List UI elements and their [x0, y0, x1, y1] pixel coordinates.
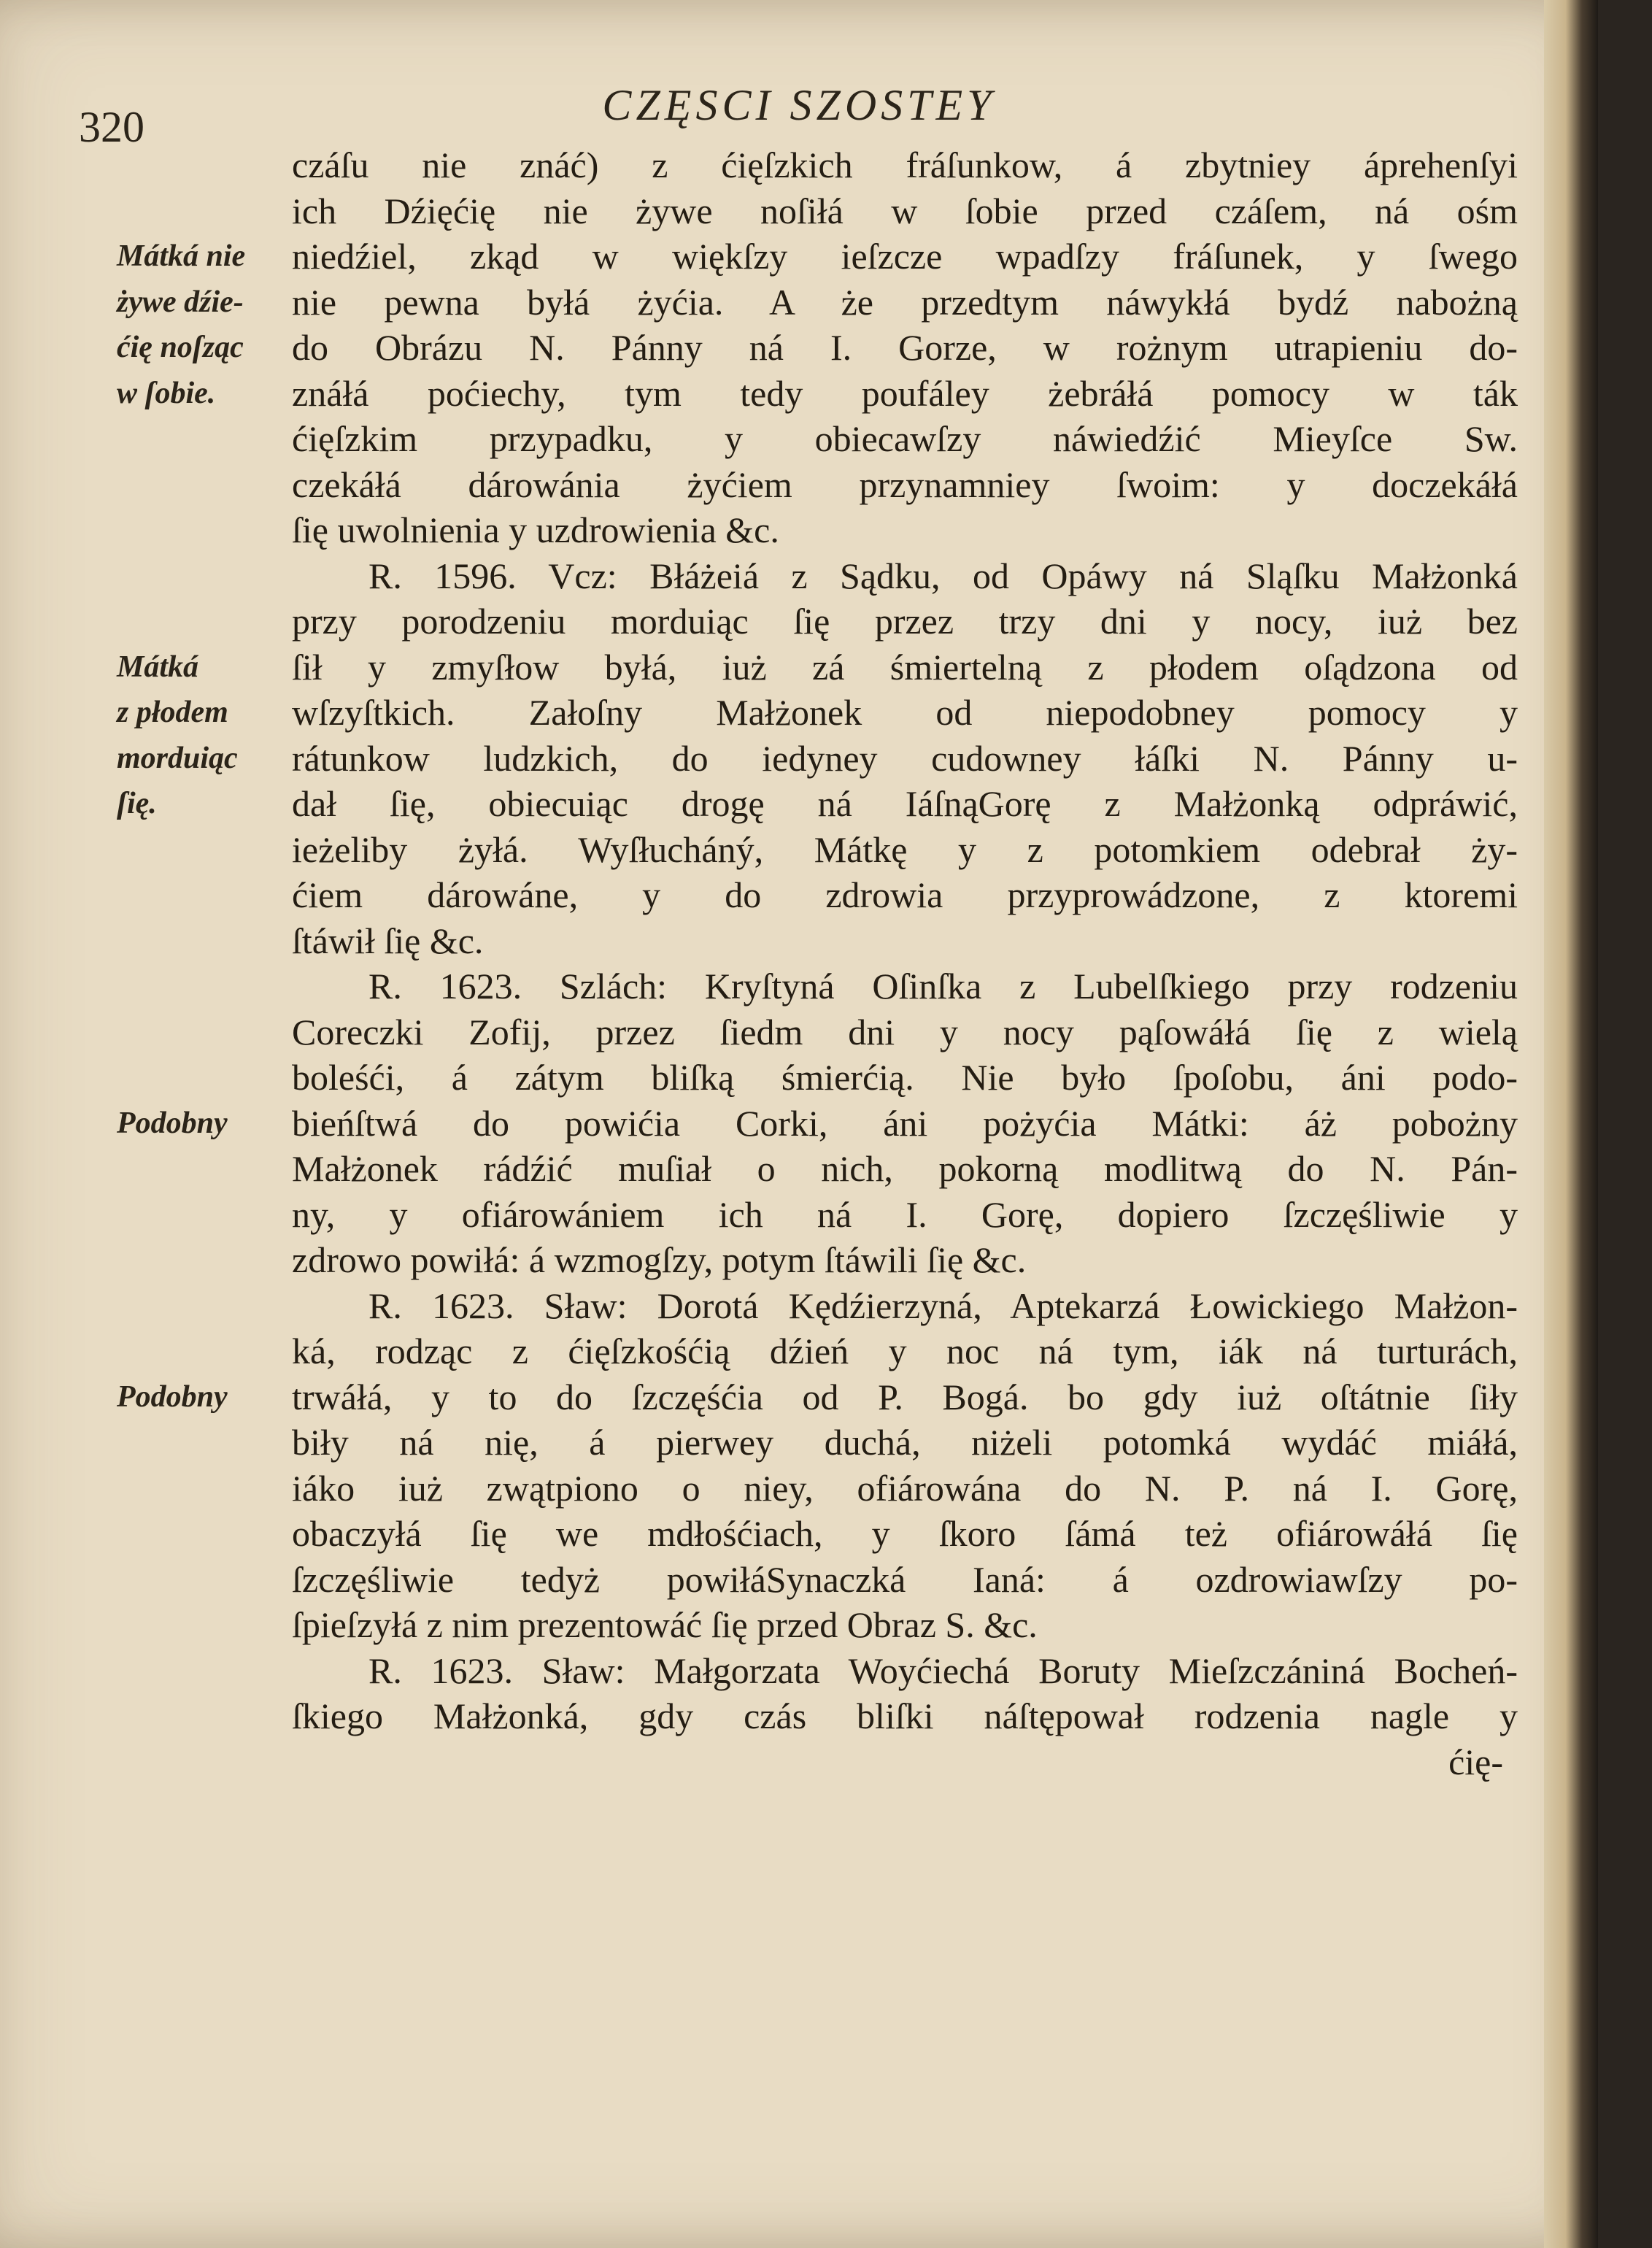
- text-line: ſkiego Małżonká, gdy czás bliſki náſtępował rodzenia nagle y: [292, 1695, 1518, 1736]
- text-line: ká, rodząc z ćięſzkośćią dźień y noc ná tym, iák ná turturách,: [292, 1331, 1518, 1371]
- marginal-note-line: Mátká nie: [117, 239, 246, 273]
- text-line: ny, y ofiárowániem ich ná I. Gorę, dopiero ſzczęśliwie y: [292, 1193, 1518, 1235]
- text-line: niedźiel, zkąd w więkſzy ieſzcze wpadſzy fráſunek, y ſwego: [292, 236, 1518, 277]
- text-line: zdrowo powiłá: á wzmogſzy, potym ſtáwili ſię &c.: [292, 1239, 1027, 1280]
- marginal-note-line: Podobny: [117, 1106, 228, 1140]
- text-line: boleśći, á zátym bliſką śmierćią. Nie było ſpoſobu, áni podo-: [292, 1057, 1518, 1098]
- text-line: biły ná nię, á pierwey duchá, niżeli potomká wydáć miáłá,: [292, 1422, 1518, 1463]
- text-line: ſtáwił ſię &c.: [292, 920, 484, 961]
- marginal-note: [117, 644, 299, 827]
- marginal-note-line: Podobny: [117, 1379, 228, 1414]
- text-line: Coreczki Zofij, przez ſiedm dni y nocy pąſowáłá ſię z wielą: [292, 1011, 1518, 1052]
- body-text: [292, 142, 1518, 1785]
- running-head: CZĘSCI SZOSTEY: [602, 81, 996, 129]
- text-line: ćięſzkim przypadku, y obiecawſzy náwiedźić Mieyſce Sw.: [292, 418, 1518, 459]
- marginal-note: [117, 1374, 299, 1420]
- text-line: trwáłá, y to do ſzczęśćia od P. Bogá. bo gdy iuż oſtátnie ſiły: [292, 1376, 1518, 1417]
- text-line: ich Dźięćię nie żywe noſiłá w ſobie przed czáſem, ná ośm: [292, 190, 1518, 231]
- marginal-note-line: Mátká: [117, 650, 199, 684]
- page-edge: [1544, 0, 1598, 2248]
- text-line: przy porodzeniu morduiąc ſię przez trzy dni y nocy, iuż bez: [292, 601, 1518, 642]
- text-line: ieżeliby żyłá. Wyſłucháný, Mátkę y z potomkiem odebrał ży-: [292, 828, 1518, 870]
- text-line: rátunkow ludzkich, do iedyney cudowney łáſki N. Pánny u-: [292, 737, 1518, 779]
- text-line: R. 1623. Sław: Dorotá Kędźierzyná, Aptekarzá Łowickiego Małżon-: [368, 1285, 1518, 1326]
- marginal-note-line: w ſobie.: [117, 376, 216, 410]
- marginal-note-line: z płodem: [117, 696, 228, 729]
- text-line: ćiem dárowáne, y do zdrowia przyprowádzone, z ktoremi: [292, 874, 1518, 915]
- text-line: do Obrázu N. Pánny ná I. Gorze, w rożnym utrapieniu do-: [292, 327, 1518, 368]
- text-line: R. 1623. Szlách: Kryſtyná Oſinſka z Lubelſkiego przy rodzeniu: [368, 966, 1518, 1006]
- text-line: bieńſtwá do powićia Corki, áni pożyćia Mátki: áż pobożny: [292, 1102, 1518, 1144]
- text-line: nie pewna byłá żyćia. A że przedtym náwykłá bydź nabożną: [292, 281, 1518, 323]
- marginal-note-line: ćię noſząc: [117, 331, 244, 364]
- text-line: czáſu nie znáć) z ćięſzkich fráſunkow, á zbytniey áprehenſyi: [292, 145, 1518, 185]
- text-line: ſił y zmyſłow byłá, iuż zá śmiertelną z płodem oſądzona od: [292, 646, 1518, 688]
- text-line: ćię-: [1448, 1741, 1503, 1782]
- marginal-note-line: żywe dźie-: [117, 285, 244, 319]
- text-line: ſpieſzyłá z nim prezentowáć ſię przed Obraz S. &c.: [292, 1604, 1038, 1645]
- marginal-note-line: ſię.: [117, 787, 157, 820]
- marginal-note: [117, 1101, 299, 1147]
- marginal-note-line: morduiąc: [117, 741, 238, 775]
- text-line: ſzczęśliwie tedyż powiłáSynaczká Ianá: á ozdrowiawſzy po-: [292, 1558, 1518, 1600]
- page-number: 320: [79, 103, 144, 151]
- text-line: znáłá poćiechy, tym tedy poufáley żebráłá pomocy w ták: [292, 372, 1518, 414]
- text-line: Małżonek rádźić muſiał o nich, pokorną modlitwą do N. Pán-: [292, 1148, 1518, 1189]
- text-line: wſzyſtkich. Załoſny Małżonek od niepodobney pomocy y: [292, 692, 1518, 733]
- text-line: iáko iuż zwątpiono o niey, ofiárowána do N. P. ná I. Gorę,: [292, 1467, 1518, 1509]
- text-line: czekáłá dárowánia żyćiem przynamniey ſwoim: y doczekáłá: [292, 463, 1518, 505]
- marginal-note: [117, 234, 299, 416]
- text-line: R. 1596. Vcz: Błáżeiá z Sądku, od Opáwy ná Sląſku Małżonká: [368, 555, 1518, 596]
- text-line: dał ſię, obiecuiąc drogę ná IáſnąGorę z Małżonką odpráwić,: [292, 783, 1518, 824]
- text-line: obaczyłá ſię we mdłośćiach, y ſkoro ſámá też ofiárowáłá ſię: [292, 1513, 1518, 1554]
- text-line: ſię uwolnienia y uzdrowienia &c.: [292, 509, 779, 550]
- text-line: R. 1623. Sław: Małgorzata Woyćiechá Boruty Mieſzczániná Bocheń-: [368, 1650, 1518, 1691]
